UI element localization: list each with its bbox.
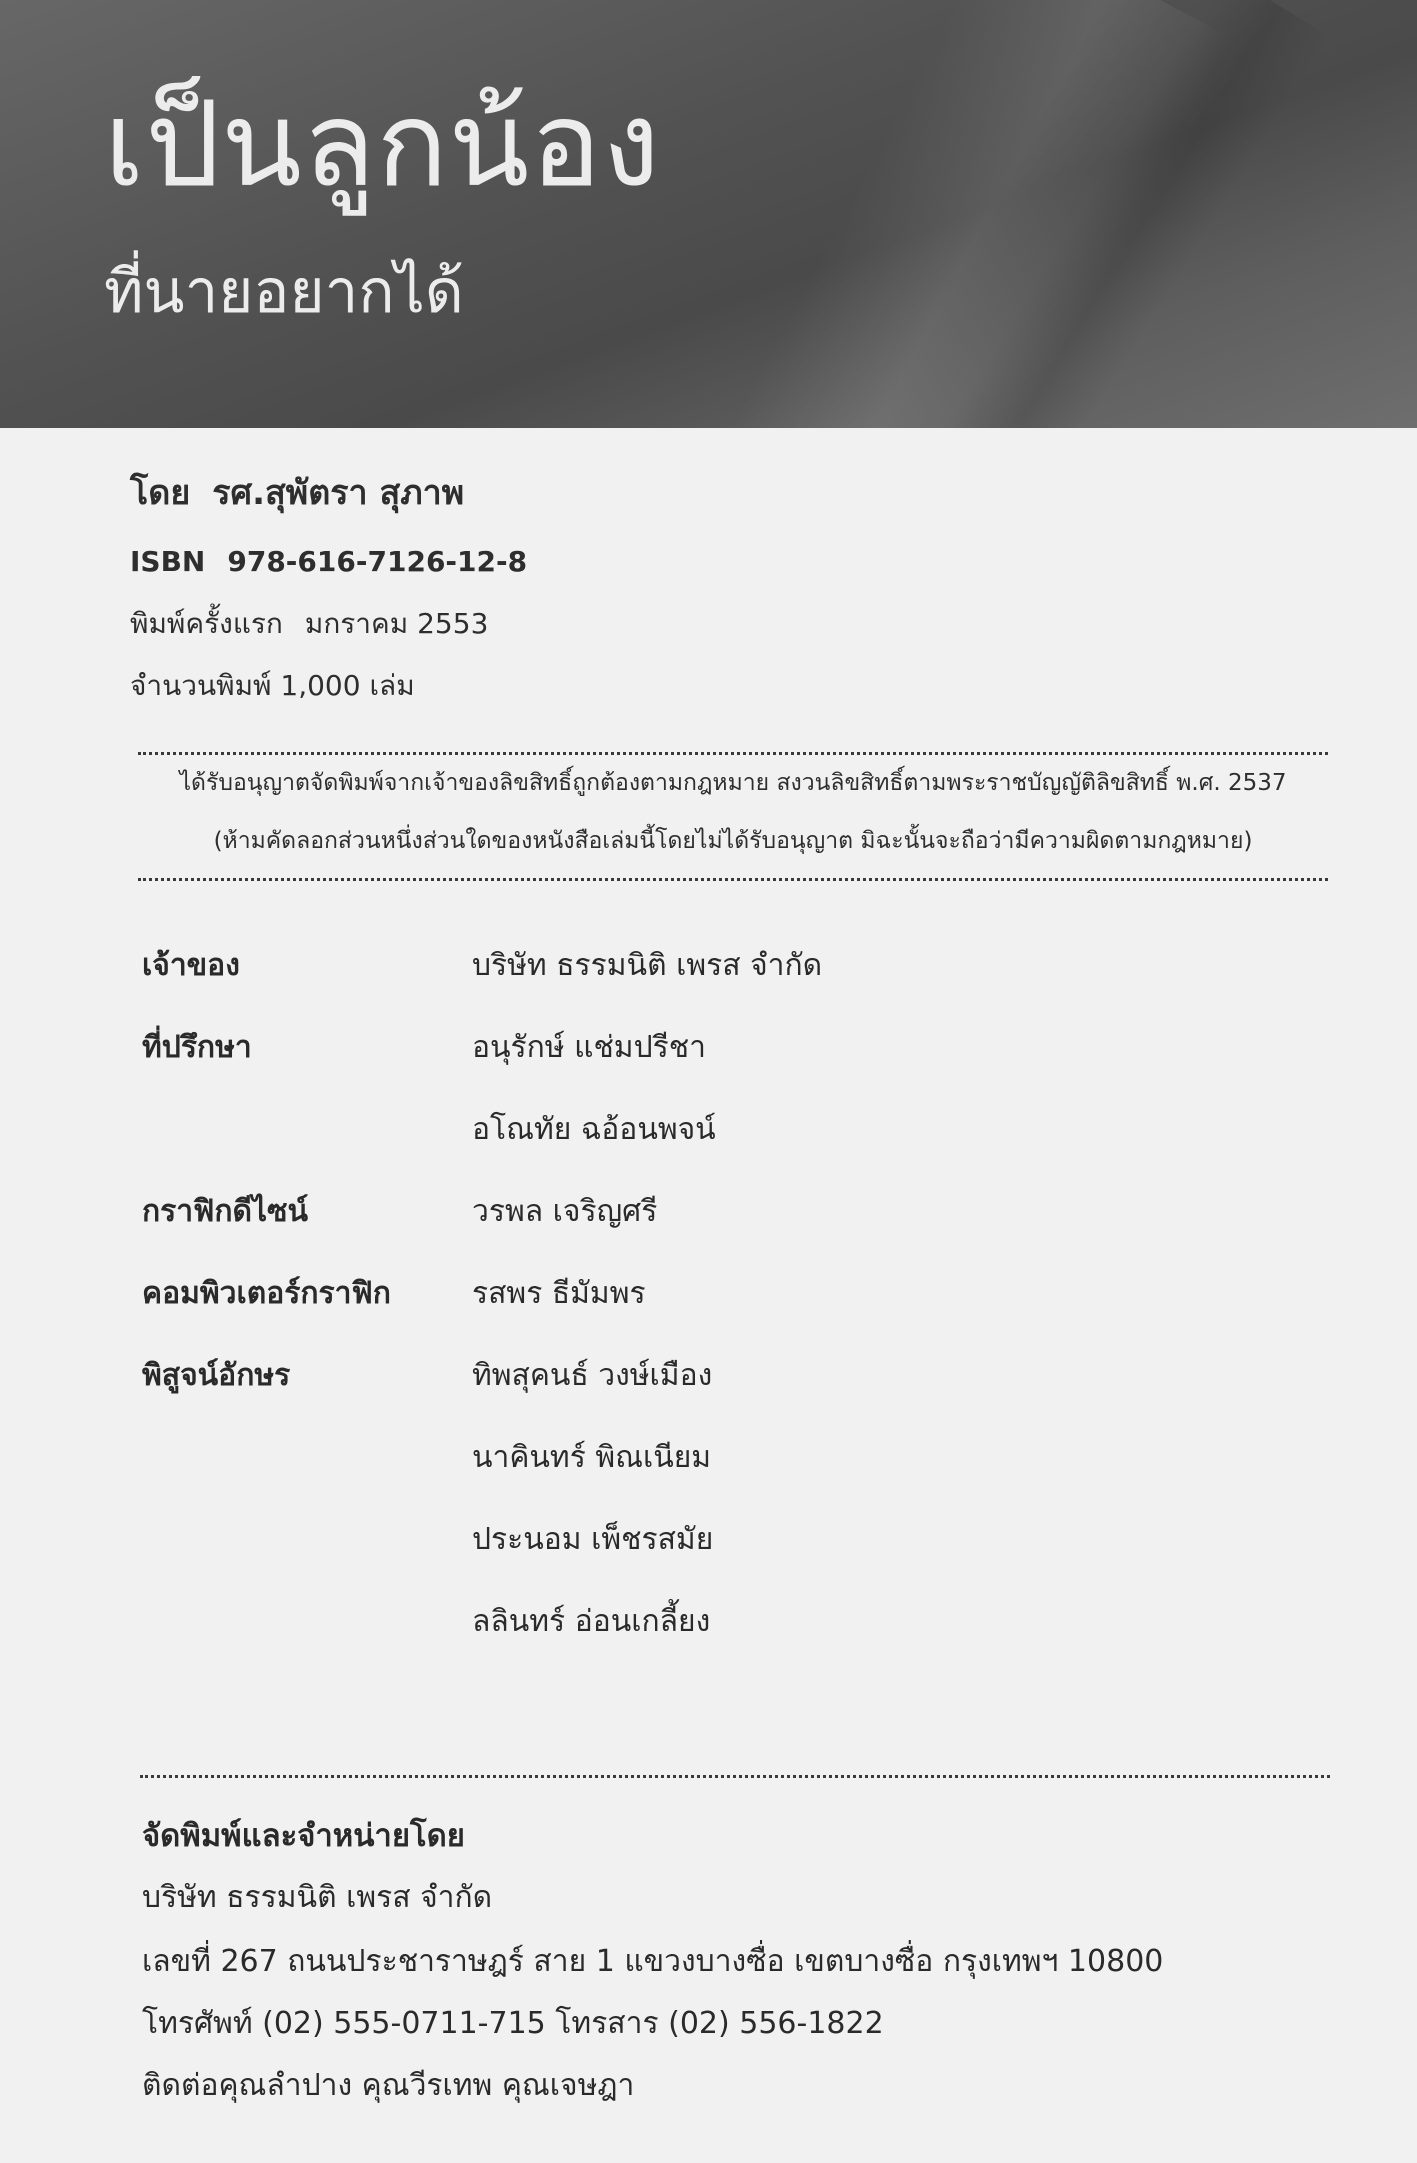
credit-row [142,1270,1242,1352]
isbn-line [130,545,528,578]
credit-row [142,1352,1242,1434]
publisher-heading: จัดพิมพ์และจำหน่ายโดย [142,1818,465,1854]
copyright-notice-line-2: (ห้ามคัดลอกส่วนหนึ่งส่วนใดของหนังสือเล่มนี้โดยไม่ได้รับอนุญาต มิฉะนั้นจะถือว่ามีความผิดตามกฎหมาย) [213,828,1253,854]
edition-date: มกราคม 2553 [304,607,489,640]
credit-name: บริษัท ธรรมนิติ เพรส จำกัด [472,948,823,983]
divider-top [138,752,1328,755]
credit-row [142,1598,1242,1680]
publisher-phone-fax: โทรศัพท์ (02) 555-0711-715 โทรสาร (02) 556-1822 [142,2006,884,2041]
publisher-contact: ติดต่อคุณลำปาง คุณวีรเทพ คุณเจษฎา [142,2068,635,2103]
credit-name: ประนอม เพ็ชรสมัย [472,1522,714,1557]
credit-name: รสพร ธีมัมพร [472,1276,646,1311]
author-label: โดย [130,473,191,513]
credit-name: ลลินทร์ อ่อนเกลี้ยง [472,1604,711,1639]
credits-list [142,942,1242,1680]
author-line [130,473,465,513]
credit-name: อนุรักษ์ แช่มปรีชา [472,1030,706,1065]
divider-middle [138,878,1328,881]
credit-name: ทิพสุคนธ์ วงษ์เมือง [472,1358,713,1393]
publisher-address: เลขที่ 267 ถนนประชาราษฎร์ สาย 1 แขวงบางซื่อ เขตบางซื่อ กรุงเทพฯ 10800 [142,1944,1164,1979]
credit-name: นาคินทร์ พิณเนียม [472,1440,712,1475]
isbn-label: ISBN [130,545,206,578]
credit-row [142,1106,1242,1188]
credit-row [142,1024,1242,1106]
book-title: เป็นลูกน้อง [104,79,661,211]
title-banner [0,0,1417,428]
credit-role: พิสูจน์อักษร [142,1358,291,1393]
divider-bottom [140,1775,1330,1778]
credit-name: อโณทัย ฉอ้อนพจน์ [472,1112,716,1147]
credit-row [142,1188,1242,1270]
credit-role: เจ้าของ [142,948,240,983]
book-subtitle: ที่นายอยากได้ [104,258,464,325]
edition-line [130,607,489,640]
edition-label: พิมพ์ครั้งแรก [130,607,283,640]
credit-role: คอมพิวเตอร์กราฟิก [142,1276,391,1311]
isbn-number: 978-616-7126-12-8 [227,545,528,578]
credit-role: กราฟิกดีไซน์ [142,1194,308,1229]
author-name: รศ.สุพัตรา สุภาพ [212,473,465,513]
credit-row [142,942,1242,1024]
credit-row [142,1434,1242,1516]
credit-row [142,1516,1242,1598]
publisher-name: บริษัท ธรรมนิติ เพรส จำกัด [142,1880,493,1915]
credit-name: วรพล เจริญศรี [472,1194,658,1229]
print-run-line: จำนวนพิมพ์ 1,000 เล่ม [130,669,415,702]
credit-role: ที่ปรึกษา [142,1030,252,1065]
copyright-notice-line-1: ได้รับอนุญาตจัดพิมพ์จากเจ้าของลิขสิทธิ์ถูกต้องตามกฎหมาย สงวนลิขสิทธิ์ตามพระราชบัญญัติลิขสิทธิ์ พ.ศ. 2537 [179,770,1287,796]
